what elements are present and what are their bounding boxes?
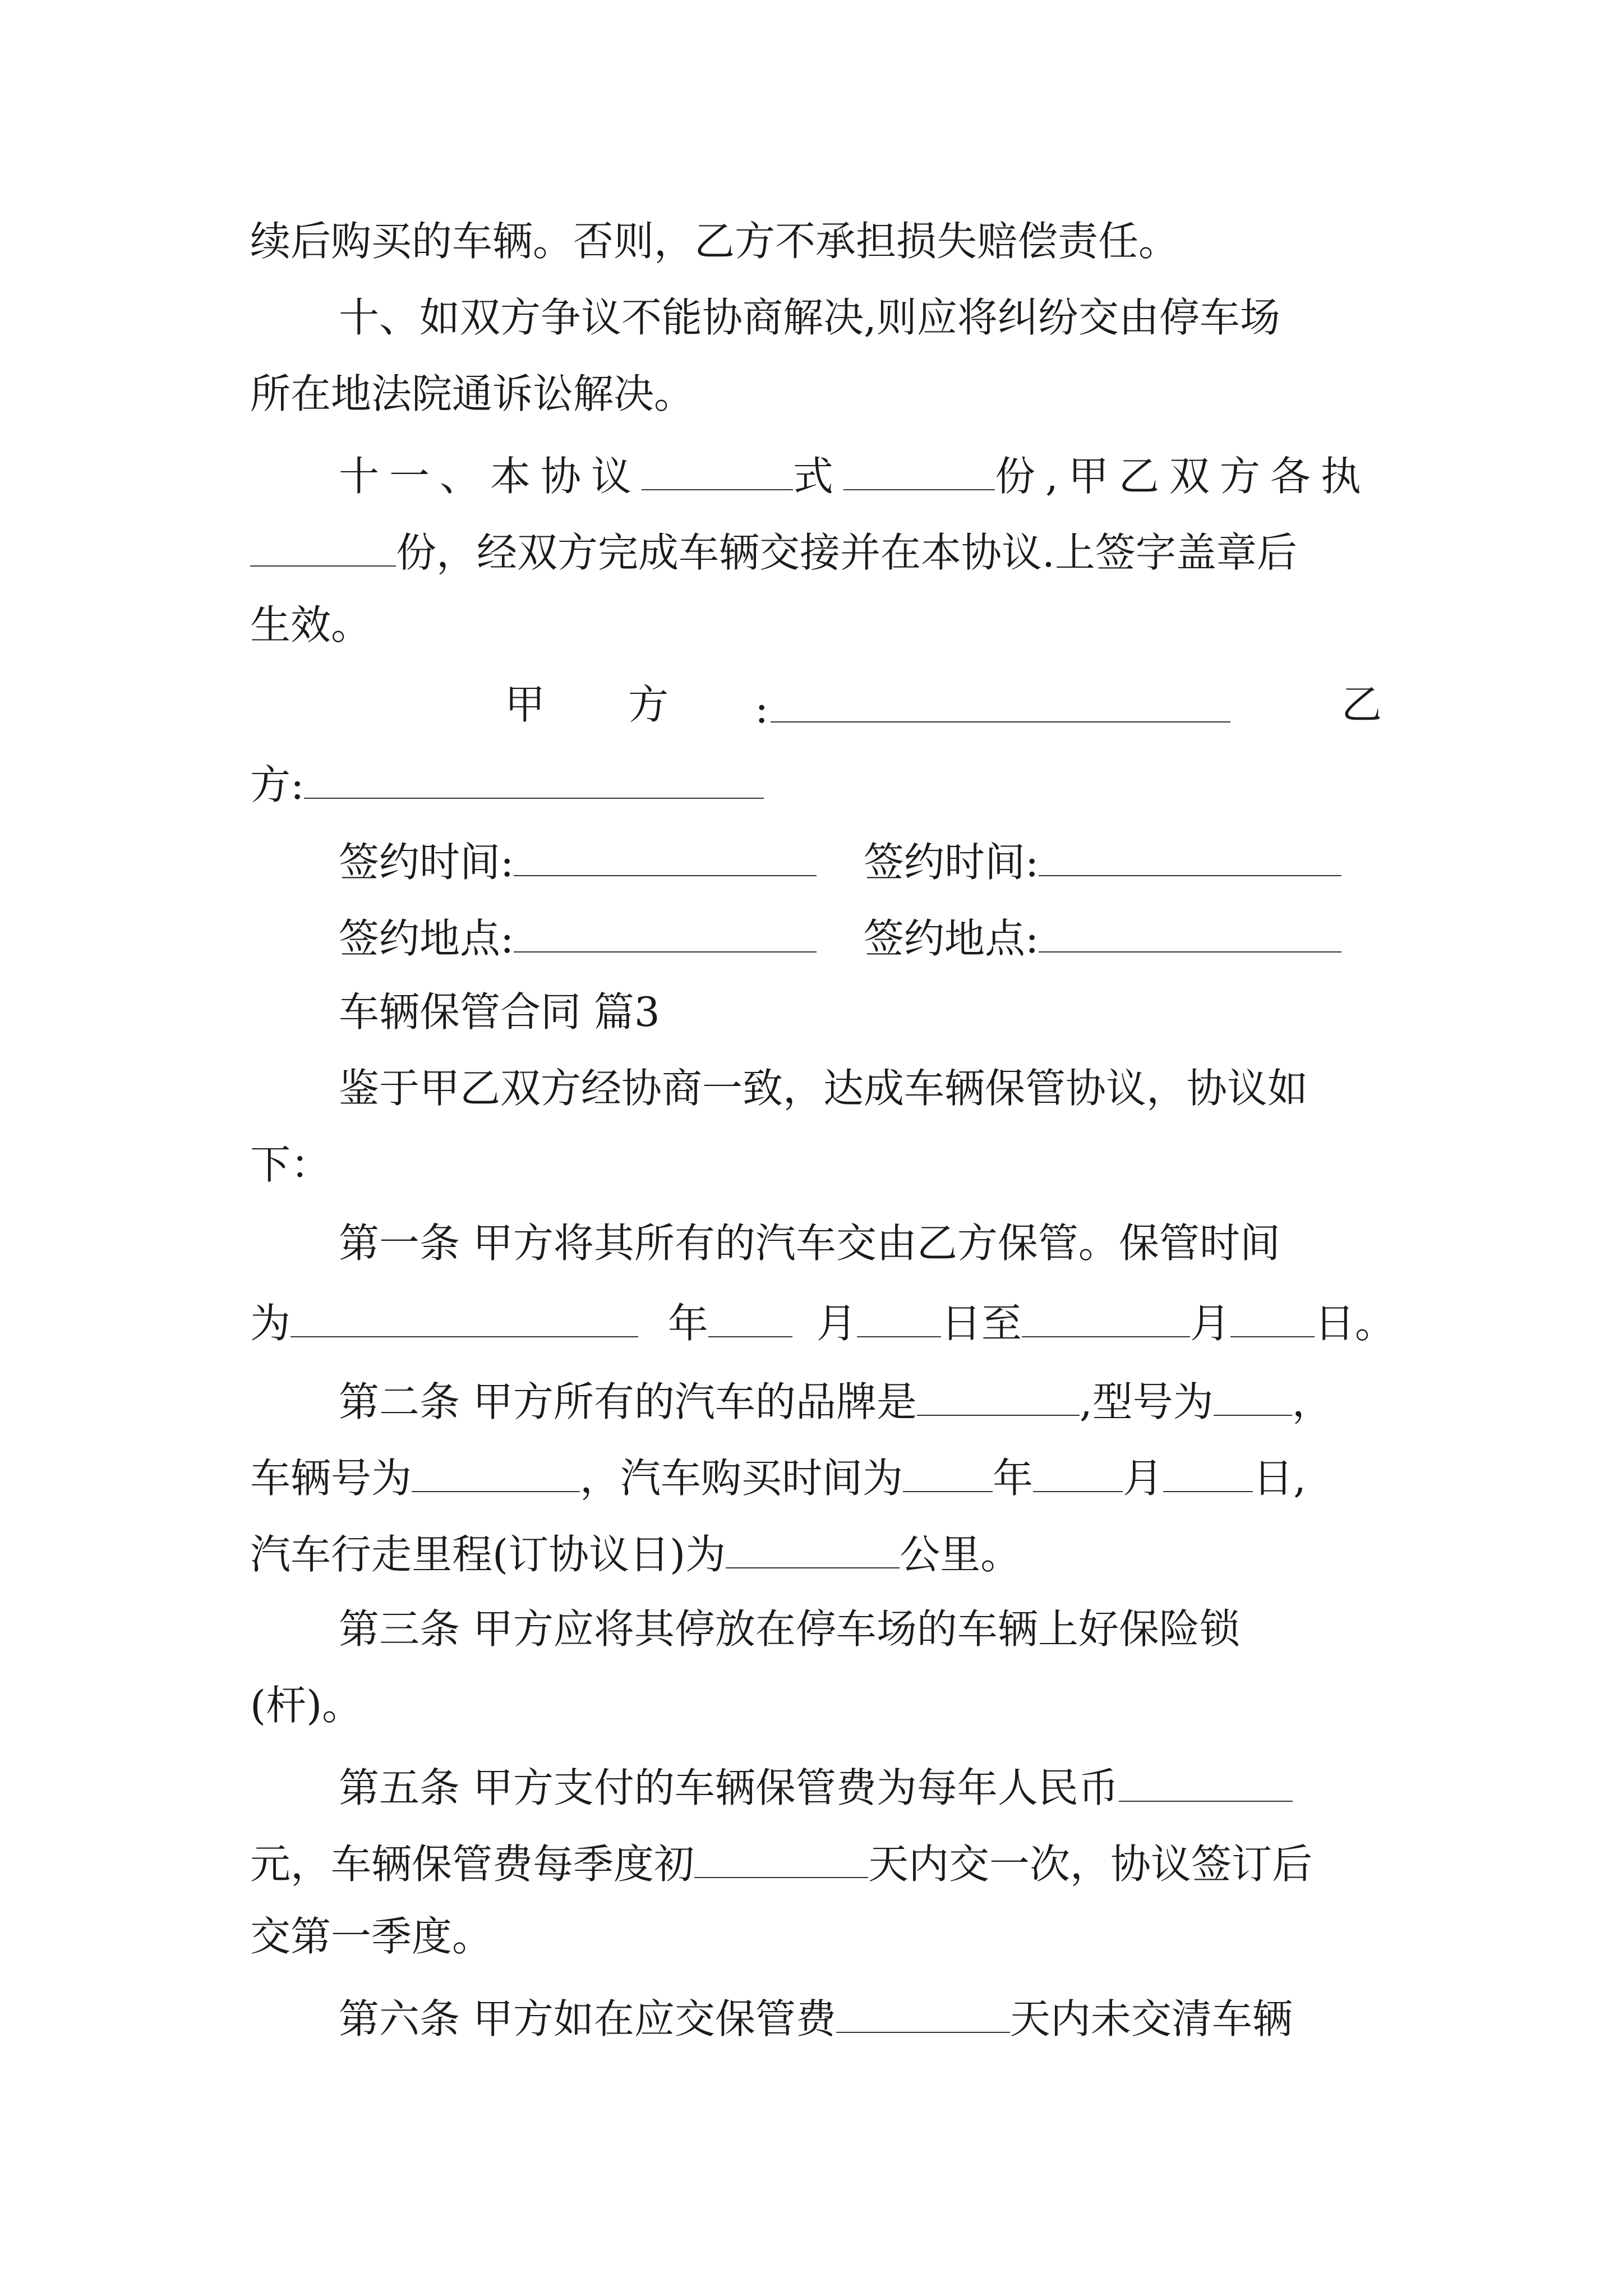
clause-eleven-line: 十一、本协议 式 份,甲乙双方各执 — [339, 453, 1371, 500]
clause-ten-line: 所在地法院通诉讼解决。 — [250, 370, 695, 417]
clause-ten-line: 十、如双方争议不能协商解决,则应将纠纷交由停车场 — [339, 294, 1280, 341]
article-three-line: 第三条 甲方应将其停放在停车场的车辆上好保险锁 — [339, 1605, 1240, 1653]
fill-blank[interactable] — [1214, 1378, 1292, 1416]
fill-blank[interactable] — [903, 1454, 993, 1492]
article-one-line: 第一条 甲方将其所有的汽车交由乙方保管。保管时间 — [339, 1220, 1280, 1267]
preamble-line: 鉴于甲乙双方经协商一致，达成车辆保管协议，协议如 — [339, 1065, 1308, 1112]
clause-eleven-line: 份，经双方完成车辆交接并在本协议.上签字盖章后 — [250, 528, 1297, 573]
fill-blank[interactable] — [291, 1299, 638, 1337]
party-b-line: 方: — [250, 761, 764, 805]
article-five-line: 第五条 甲方支付的车辆保管费为每年人民币 — [339, 1764, 1293, 1808]
article-one-line: 为 年 月 日至 月 日。 — [250, 1300, 1395, 1347]
article-two-line: 车辆号为 ，汽车购买时间为 年 月 日, — [250, 1455, 1306, 1502]
fill-blank[interactable] — [1163, 1454, 1253, 1492]
sign-place-a-field[interactable] — [514, 914, 817, 953]
fill-blank[interactable] — [1033, 1454, 1123, 1492]
sign-date-b: 签约时间: — [864, 838, 1341, 882]
fill-blank[interactable] — [694, 1840, 868, 1878]
article-two-line: 第二条 甲方所有的汽车的品牌是 ,型号为 ， — [339, 1378, 1332, 1425]
fill-blank[interactable] — [857, 1299, 941, 1337]
fill-blank[interactable] — [1119, 1764, 1293, 1802]
sign-date-a: 签约时间: — [339, 838, 817, 882]
sign-place-a: 签约地点: — [339, 914, 817, 959]
party-a-signature-field[interactable] — [771, 684, 1230, 723]
sign-date-a-field[interactable] — [514, 838, 817, 876]
clause-eleven-line: 生效。 — [250, 601, 372, 648]
party-a-label: 甲 — [505, 681, 546, 728]
preamble-line: 下： — [250, 1141, 331, 1188]
article-three-line: (杆)。 — [250, 1682, 363, 1729]
party-a-label: 方 — [628, 681, 669, 728]
article-five-line: 元，车辆保管费每季度初 天内交一次，协议签订后 — [250, 1841, 1313, 1888]
fill-blank[interactable] — [412, 1454, 580, 1492]
party-b-signature-field[interactable] — [304, 761, 764, 799]
section-heading: 车辆保管合同 篇3 — [339, 988, 660, 1036]
fill-blank[interactable] — [917, 1378, 1080, 1416]
party-b-label: 乙 — [1341, 681, 1382, 728]
article-two-line: 汽车行走里程(订协议日)为 公里。 — [250, 1531, 1021, 1578]
article-six-line: 第六条 甲方如在应交保管费 天内未交清车辆 — [339, 1995, 1293, 2042]
sign-place-b-field[interactable] — [1039, 914, 1341, 953]
article-five-line: 交第一季度。 — [250, 1913, 493, 1960]
fill-blank[interactable] — [1022, 1299, 1190, 1337]
sign-date-b-field[interactable] — [1039, 838, 1341, 876]
paragraph-line: 续后购买的车辆。否则，乙方不承担损失赔偿责任。 — [250, 218, 1179, 265]
fill-blank[interactable] — [843, 452, 995, 490]
sign-place-b: 签约地点: — [864, 914, 1341, 959]
fill-blank[interactable] — [726, 1530, 900, 1568]
fill-blank[interactable] — [708, 1299, 792, 1337]
party-a-colon: : — [755, 684, 1230, 729]
fill-blank[interactable] — [1230, 1299, 1315, 1337]
fill-blank[interactable] — [836, 1995, 1010, 2033]
fill-blank[interactable] — [250, 528, 396, 567]
fill-blank[interactable] — [642, 452, 793, 490]
